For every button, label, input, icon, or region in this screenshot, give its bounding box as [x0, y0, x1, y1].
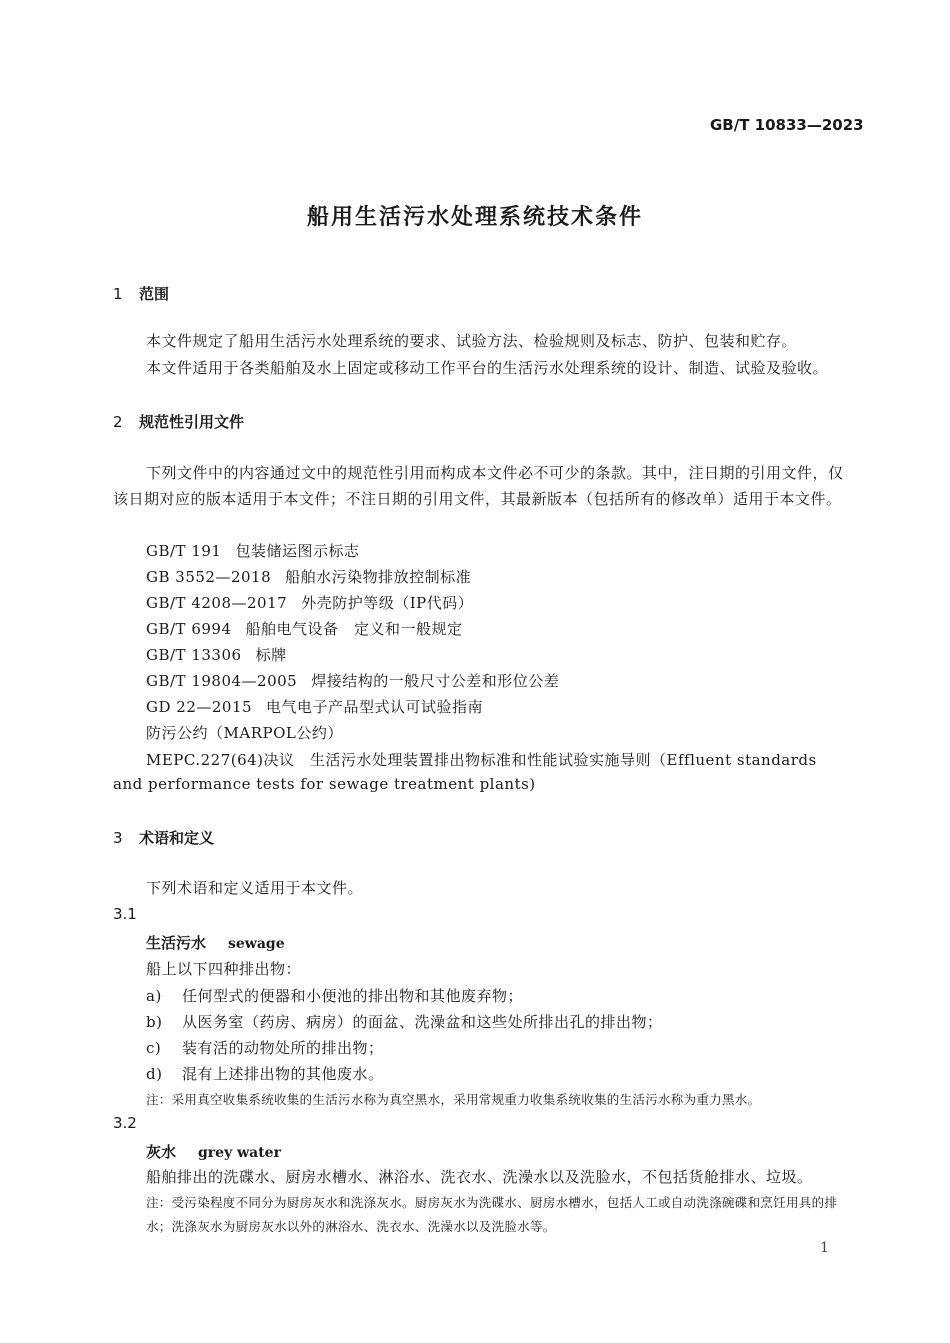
reference-code: GB/T 19804—2005 [146, 672, 298, 690]
list-label: d) [146, 1065, 163, 1083]
term-heading [146, 1141, 281, 1162]
term-zh: 灰水 [146, 1143, 177, 1161]
list-item [146, 985, 523, 1006]
section-3-intro: 下列术语和定义适用于本文件。 [146, 879, 364, 897]
document-title: 船用生活污水处理系统技术条件 [306, 205, 643, 230]
list-text: 任何型式的便器和小便池的排出物和其他废弃物； [182, 987, 524, 1005]
section-number: 3 [113, 829, 123, 847]
reference-title: 电气电子产品型式认可试验指南 [266, 698, 484, 716]
section-2-heading [113, 411, 244, 432]
section-2-intro: 下列文件中的内容通过文中的规范性引用而构成本文件必不可少的条款。其中，注日期的引用文件，仅该日期对应的版本适用于本文件；不注日期的引用文件，其最新版本（包括所有的修改单）适用于本文件。 [113, 464, 844, 508]
reference-item [146, 618, 463, 639]
term-note: 注：受污染程度不同分为厨房灰水和洗涤灰水。厨房灰水为洗碟水、厨房水槽水，包括人工或自动洗涤碗碟和烹饪用具的排水；洗涤灰水为厨房灰水以外的淋浴水、洗衣水、洗澡水以及洗脸水等。 [146, 1195, 838, 1234]
list-text: 装有活的动物处所的排出物； [182, 1039, 384, 1057]
reference-code: GB/T 6994 [146, 620, 232, 638]
reference-item [146, 670, 559, 691]
list-item [146, 1063, 384, 1084]
section-1-heading [113, 283, 169, 304]
list-label: b) [146, 1013, 163, 1031]
section-title: 规范性引用文件 [139, 413, 245, 431]
term-zh: 生活污水 [146, 934, 207, 952]
reference-item [146, 722, 343, 743]
term-number: 3.1 [113, 905, 137, 923]
reference-item [146, 566, 471, 587]
standard-number: GB/T 10833—2023 [710, 116, 864, 134]
reference-code: GB/T 191 [146, 542, 222, 560]
section-title: 术语和定义 [139, 829, 215, 847]
reference-title: 焊接结构的一般尺寸公差和形位公差 [311, 672, 560, 690]
list-label: a) [146, 987, 162, 1005]
section-number: 2 [113, 413, 123, 431]
list-label: c) [146, 1039, 162, 1057]
term-en: grey water [198, 1145, 281, 1161]
reference-title: 船舶电气设备 定义和一般规定 [245, 620, 463, 638]
reference-title: 包装储运图示标志 [235, 542, 360, 560]
reference-code: GB/T 4208—2017 [146, 594, 288, 612]
term-note: 注：采用真空收集系统收集的生活污水称为真空黑水，采用常规重力收集系统收集的生活污水称为重力黑水。 [146, 1092, 761, 1107]
reference-mepc-line2: and performance tests for sewage treatment plants) [113, 775, 536, 793]
term-number: 3.2 [113, 1114, 137, 1132]
reference-item [146, 696, 483, 717]
section-title: 范围 [139, 285, 170, 303]
term-definition: 船舶排出的洗碟水、厨房水槽水、淋浴水、洗衣水、洗澡水以及洗脸水，不包括货舱排水、垃圾。 [146, 1168, 813, 1186]
reference-item [146, 592, 473, 613]
paragraph: 本文件适用于各类船舶及水上固定或移动工作平台的生活污水处理系统的设计、制造、试验及验收。 [146, 359, 829, 377]
page-number: 1 [820, 1240, 829, 1256]
list-text: 混有上述排出物的其他废水。 [182, 1065, 384, 1083]
reference-item [146, 540, 359, 561]
reference-item [146, 644, 287, 665]
term-heading [146, 932, 285, 953]
section-number: 1 [113, 285, 123, 303]
reference-code: GD 22—2015 [146, 698, 253, 716]
reference-mepc-line1: MEPC.227(64)决议 生活污水处理装置排出物标准和性能试验实施导则（Effluent standards [146, 751, 817, 769]
reference-title: 防污公约（MARPOL公约） [146, 724, 343, 742]
term-definition: 船上以下四种排出物： [146, 960, 302, 978]
reference-code: GB/T 13306 [146, 646, 242, 664]
paragraph: 本文件规定了船用生活污水处理系统的要求、试验方法、检验规则及标志、防护、包装和贮存。 [146, 332, 798, 350]
term-en: sewage [228, 936, 285, 952]
list-item [146, 1037, 384, 1058]
list-item [146, 1011, 663, 1032]
reference-title: 标牌 [255, 646, 287, 664]
list-text: 从医务室（药房、病房）的面盆、洗澡盆和这些处所排出孔的排出物； [182, 1013, 663, 1031]
section-3-heading [113, 827, 214, 848]
reference-title: 外壳防护等级（IP代码） [301, 594, 474, 612]
reference-title: 船舶水污染物排放控制标准 [285, 568, 472, 586]
reference-code: GB 3552—2018 [146, 568, 272, 586]
